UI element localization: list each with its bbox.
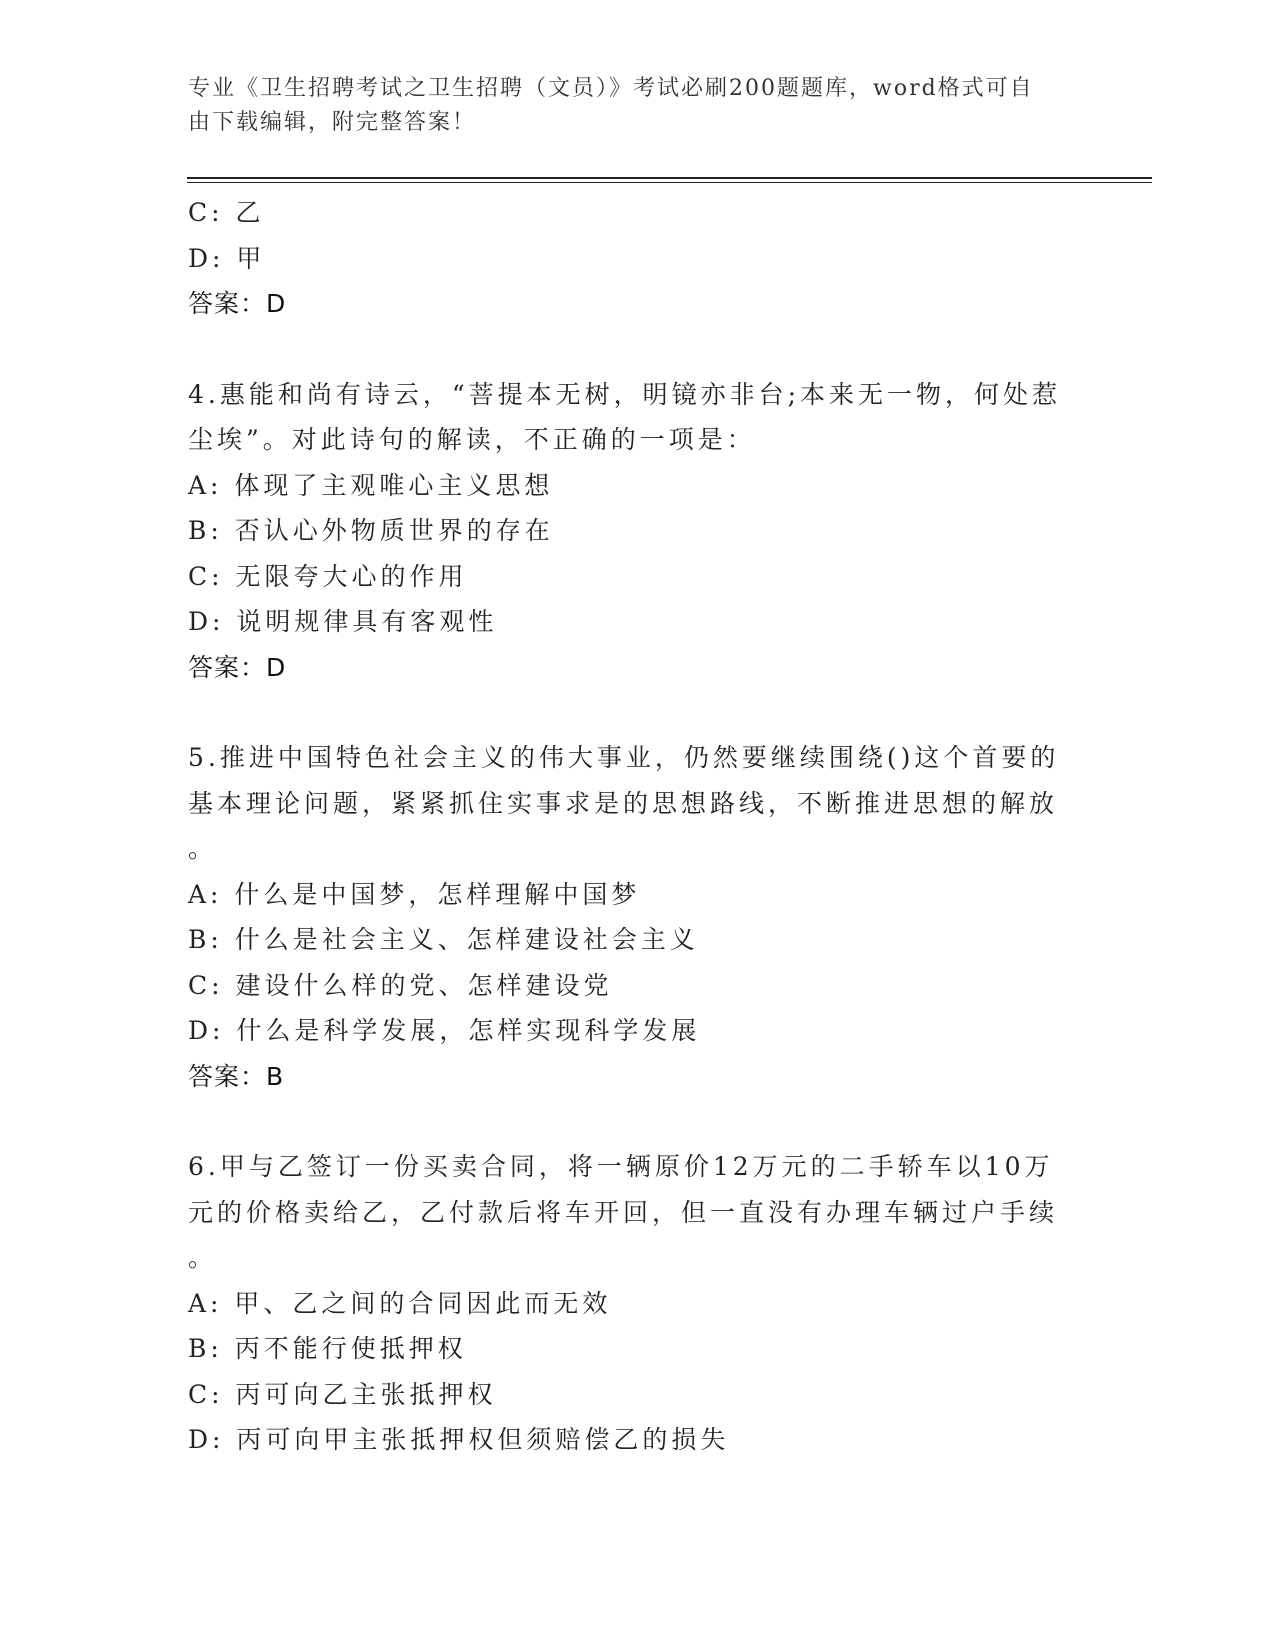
option-c: C: 乙: [188, 198, 265, 227]
page-header: [188, 72, 1088, 140]
option-a: A: 什么是中国梦，怎样理解中国梦: [188, 879, 641, 909]
question-text-line: 5.推进中国特色社会主义的伟大事业，仍然要继续围绕()这个首要的: [188, 743, 1060, 772]
question-text-line: 元的价格卖给乙，乙付款后将车开回，但一直没有办理车辆过户手续: [188, 1197, 1059, 1227]
option-b: B: 否认心外物质世界的存在: [188, 516, 554, 545]
answer-line: 答案：D: [188, 289, 287, 318]
header-divider-thin: [187, 182, 1152, 183]
option-a: A: 甲、乙之间的合同因此而无效: [188, 1288, 612, 1318]
option-c: C: 无限夸大心的作用: [188, 561, 468, 591]
question-3-tail: [188, 190, 1088, 327]
spacer: [188, 1099, 1088, 1144]
question-text-line: 。: [188, 1243, 214, 1272]
option-b: B: 丙不能行使抵押权: [188, 1334, 467, 1363]
header-divider: [187, 177, 1152, 179]
document-body: [188, 190, 1088, 1463]
option-d: D: 什么是科学发展，怎样实现科学发展: [188, 1016, 701, 1045]
question-text-line: 尘埃”。对此诗句的解读，不正确的一项是：: [188, 425, 756, 454]
option-c: C: 丙可向乙主张抵押权: [188, 1379, 497, 1409]
header-line-2: 由下载编辑，附完整答案！: [188, 110, 477, 135]
option-d: D: 说明规律具有客观性: [188, 607, 498, 636]
option-c: C: 建设什么样的党、怎样建设党: [188, 970, 613, 1000]
question-text-line: 4.惠能和尚有诗云，“菩提本无树，明镜亦非台;本来无一物，何处惹: [188, 379, 1062, 409]
header-line-1: 专业《卫生招聘考试之卫生招聘（文员）》考试必刷200题题库，word格式可自: [188, 76, 1034, 101]
question-text-line: 基本理论问题，紧紧抓住实事求是的思想路线，不断推进思想的解放: [188, 788, 1059, 818]
spacer: [188, 327, 1088, 372]
question-text-line: 。: [188, 834, 214, 863]
answer-line: 答案：B: [188, 1061, 285, 1091]
question-5: [188, 735, 1088, 1099]
question-4: [188, 372, 1088, 691]
option-d: D: 甲: [188, 243, 266, 273]
option-d: D: 丙可向甲主张抵押权但须赔偿乙的损失: [188, 1425, 730, 1454]
question-text-line: 6.甲与乙签订一份买卖合同，将一辆原价12万元的二手轿车以10万: [188, 1152, 1054, 1181]
option-b: B: 什么是社会主义、怎样建设社会主义: [188, 925, 699, 954]
question-6: [188, 1144, 1088, 1463]
answer-line: 答案：D: [188, 652, 287, 682]
option-a: A: 体现了主观唯心主义思想: [188, 470, 554, 500]
spacer: [188, 690, 1088, 735]
